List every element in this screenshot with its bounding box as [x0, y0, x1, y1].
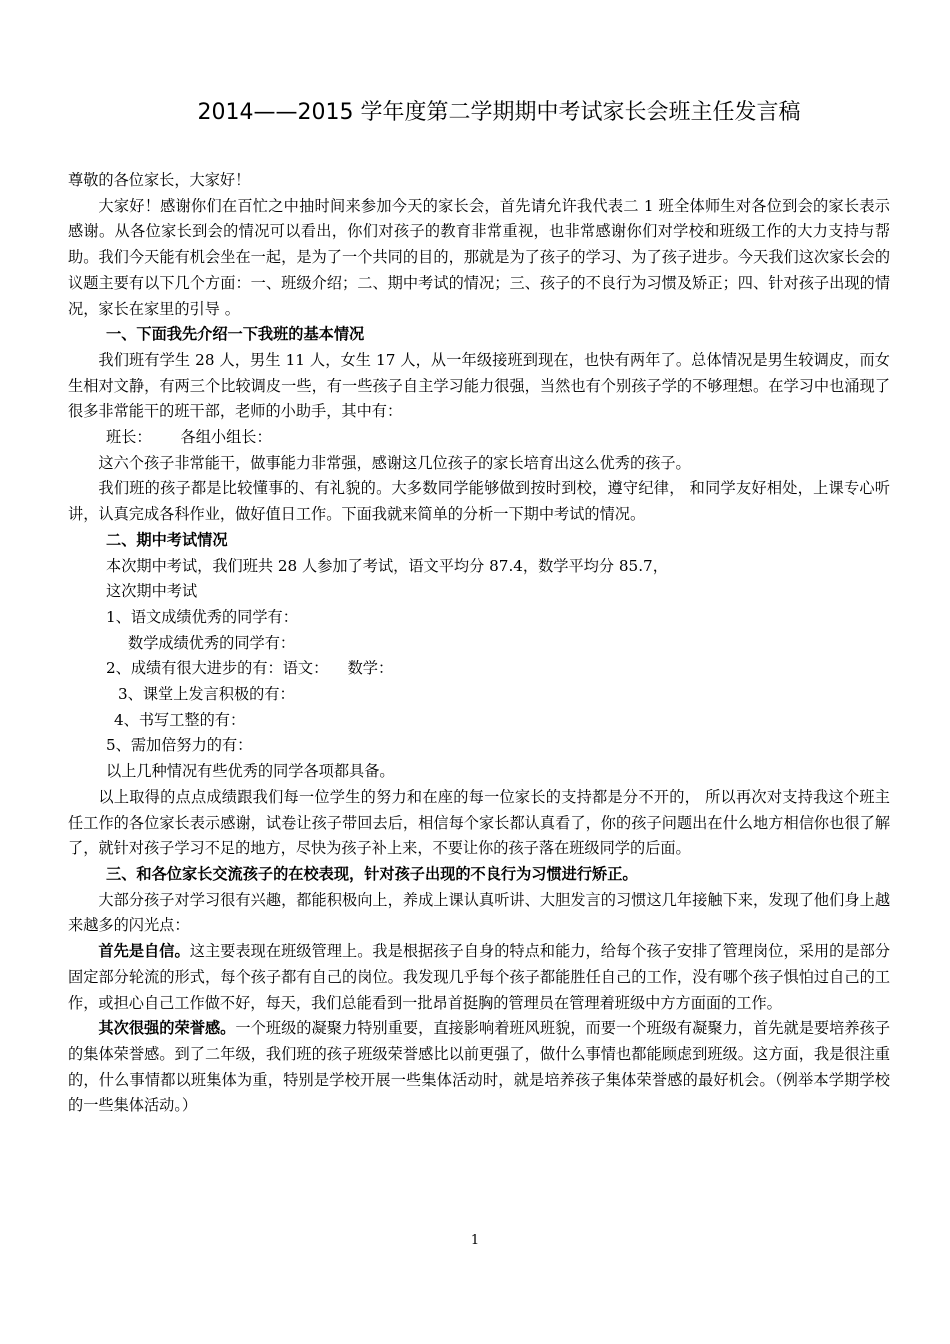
section-1-roles: 班长： 各组小组长： — [106, 428, 272, 447]
page-number: 1 — [470, 1233, 480, 1248]
list-item-4: 4、书写工整的有： — [114, 710, 246, 729]
section-1-heading: 一、下面我先介绍一下我班的基本情况 — [106, 325, 365, 344]
list-item-1: 1、语文成绩优秀的同学有： — [106, 607, 298, 626]
section-3-lead-2: 其次很强的荣誉感。 — [98, 1019, 236, 1038]
section-3-paragraph-2 — [68, 939, 890, 1016]
section-3-paragraph-3 — [68, 1016, 890, 1119]
intro-paragraph: 大家好！感谢你们在百忙之中抽时间来参加今天的家长会，首先请允许我代表二 1 班全体师生对各位到会的家长表示感谢。从各位家长到会的情况可以看出，你们对孩子的教育非常重视，也非常感谢你们对学校和班级工作的大力支持与帮助。我们今天能有机会坐在一起，是为了一个共同的目的，那就是为了孩子的学习、为了孩子进步。今天我们这次家长会的议题主要有以下几个方面：一、班级介绍；二、期中考试的情况；三、孩子的不良行为习惯及矫正；四、针对孩子出现的情况，家长在家里的引导 。 — [68, 196, 890, 318]
section-3-heading: 三、和各位家长交流孩子的在校表现，针对孩子出现的不良行为习惯进行矫正。 — [106, 864, 638, 883]
list-item-1b: 数学成绩优秀的同学有： — [128, 633, 296, 652]
section-3-paragraph-1: 大部分孩子对学习很有兴趣，都能积极向上，养成上课认真听讲、大胆发言的习惯这几年接触下来，发现了他们身上越来越多的闪光点： — [68, 890, 890, 935]
section-2-heading: 二、期中考试情况 — [106, 530, 228, 549]
document-title: 2014——2015 学年度第二学期期中考试家长会班主任发言稿 — [197, 100, 801, 125]
section-2-paragraph-2: 这次期中考试 — [106, 582, 198, 601]
list-item-2: 2、成绩有很大进步的有：语文： 数学： — [106, 659, 394, 678]
section-3-text-2: 这主要表现在班级管理上。我是根据孩子自身的特点和能力，给每个孩子安排了管理岗位，采用的是部分固定部分轮流的形式，每个孩子都有自己的岗位。我发现几乎每个孩子都能胜任自己的工作，没有哪个孩子惧怕过自己的工作，或担心自己工作做不好，每天，我们总能看到一批昂首挺胸的管理员在管理着班级中方方面面的工作。 — [68, 942, 890, 1012]
section-1-paragraph-1: 我们班有学生 28 人，男生 11 人，女生 17 人，从一年级接班到现在，也快有两年了。总体情况是男生较调皮，而女生相对文静，有两三个比较调皮一些，有一些孩子自主学习能力很强，当然也有个别孩子学的不够理想。在学习中也涌现了很多非常能干的班干部，老师的小助手，其中有： — [68, 350, 890, 421]
section-1-paragraph-3: 我们班的孩子都是比较懂事的、有礼貌的。大多数同学能够做到按时到校，遵守纪律， 和同学友好相处，上课专心听讲，认真完成各科作业，做好值日工作。下面我就来简单的分析一下期中考试的情况。 — [68, 479, 890, 524]
list-item-5: 5、需加倍努力的有： — [106, 736, 253, 755]
list-item-3: 3、课堂上发言积极的有： — [118, 685, 295, 704]
section-2-paragraph-1: 本次期中考试，我们班共 28 人参加了考试，语文平均分 87.4，数学平均分 85.7， — [106, 556, 668, 575]
section-3-text-3: 一个班级的凝聚力特别重要，直接影响着班风班貌，而要一个班级有凝聚力，首先就是要培养孩子的集体荣誉感。到了二年级，我们班的孩子班级荣誉感比以前更强了，做什么事情也都能顾虑到班级。这方面，我是很注重的，什么事情都以班集体为重，特别是学校开展一些集体活动时，就是培养孩子集体荣誉感的最好机会。（例举本学期学校的一些集体活动。） — [68, 1019, 891, 1115]
section-1-paragraph-2: 这六个孩子非常能干，做事能力非常强，感谢这几位孩子的家长培育出这么优秀的孩子。 — [98, 453, 691, 472]
greeting: 尊敬的各位家长，大家好！ — [68, 171, 251, 189]
section-3-lead-1: 首先是自信。 — [98, 942, 190, 961]
section-2-paragraph-3: 以上几种情况有些优秀的同学各项都具备。 — [106, 762, 395, 781]
document-body — [68, 168, 890, 1119]
section-2-paragraph-4: 以上取得的点点成绩跟我们每一位学生的努力和在座的每一位家长的支持都是分不开的， 所以再次对支持我这个班主任工作的各位家长表示感谢，试卷让孩子带回去后，相信每个家长都认真看了，你的孩子问题出在什么地方相信你也很了解了，就针对孩子学习不足的地方，尽快为孩子补上来，不要让你的孩子落在班级同学的后面。 — [68, 787, 890, 858]
